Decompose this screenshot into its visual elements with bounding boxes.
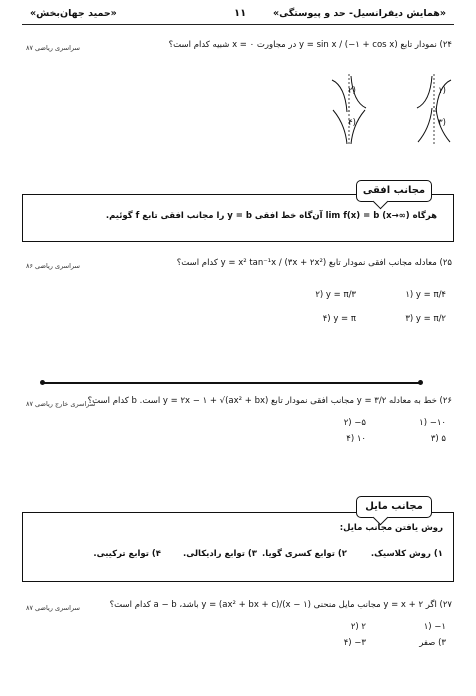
oblique-method-2: ۲) توابع کسری گویا. (262, 549, 347, 559)
section-divider (44, 382, 420, 384)
question-24-source: سراسری ریاضی ۸۷ (26, 44, 80, 52)
question-26: ۲۶) خط به معادله y = ۳/۲ مجانب افقی نمودار تابع y = ۲x − ۱ + √(ax² + bx) است. b کدام است؟ (87, 396, 452, 406)
question-27-source: سراسری ریاضی ۸۷ (26, 604, 80, 612)
question-24 (169, 40, 452, 50)
question-26-source: سراسری خارج ریاضی ۸۷ (26, 400, 96, 408)
q25-option-2: ۲) y = π/۳ (315, 290, 356, 300)
section-title-horizontal: مجانب افقی (356, 180, 432, 202)
oblique-method-4: ۴) توابع ترکیبی. (93, 549, 161, 559)
page-number: ۱۱ (234, 8, 247, 19)
graph-option-3 (414, 106, 454, 146)
q24-option-4: ۴) (348, 118, 356, 128)
q24-option-1: ۱) (438, 86, 446, 96)
page-header-title: «همایش دیفرانسیل- حد و پیوستگی» (273, 8, 446, 19)
question-24-text: ۲۴) نمودار تابع y = sin x / (−۱ + cos x) در مجاورت x = ۰ شبیه کدام است؟ (168, 40, 452, 50)
q25-option-1: ۱) y = π/۴ (405, 290, 446, 300)
q27-option-2: ۲) ۲ (350, 622, 366, 632)
section-title-oblique: مجانب مایل (356, 496, 432, 518)
question-25-source: سراسری ریاضی ۸۶ (26, 262, 80, 270)
divider-dot-right (418, 380, 423, 385)
q26-option-4: ۴) ۱۰ (346, 434, 366, 444)
q27-option-4: ۴) −۳ (343, 638, 366, 648)
oblique-method-3: ۳) توابع رادیکالی. (183, 549, 257, 559)
header-rule (22, 24, 454, 25)
q27-option-1: ۱) −۱ (423, 622, 446, 632)
definition-box-oblique (22, 512, 454, 582)
author-name: «حمید جهان‌بخش» (30, 8, 117, 19)
horizontal-asymptote-definition: هرگاه lim f(x) = b (x→∞) آن‌گاه خط افقی y = b را مجانب افقی تابع f گوئیم. (105, 211, 437, 221)
oblique-method-1: ۱) روش کلاسیک. (370, 549, 443, 559)
oblique-method-heading: روش یافتن مجانب مایل: (339, 523, 443, 533)
q25-option-3: ۳) y = π/۲ (405, 314, 446, 324)
question-25: ۲۵) معادله مجانب افقی نمودار تابع y = x² tan⁻¹x / (۳x + ۲x²) کدام است؟ (176, 258, 452, 268)
graph-option-4 (329, 106, 369, 146)
q26-option-2: ۲) −۵ (343, 418, 366, 428)
q26-option-3: ۳) ۵ (430, 434, 446, 444)
q24-option-2: ۲) (348, 86, 356, 96)
q24-option-3: ۳) (438, 118, 446, 128)
divider-dot-left (40, 380, 45, 385)
q27-option-3: ۳) صفر (419, 638, 446, 648)
question-27: ۲۷) اگر y = x + ۲ مجانب مایل منحنی y = (ax² + bx + c)/(x − ۱) باشد، a − b کدام است؟ (109, 600, 452, 610)
q26-option-1: ۱) −۱۰ (419, 418, 446, 428)
q25-option-4: ۴) y = π (322, 314, 356, 324)
